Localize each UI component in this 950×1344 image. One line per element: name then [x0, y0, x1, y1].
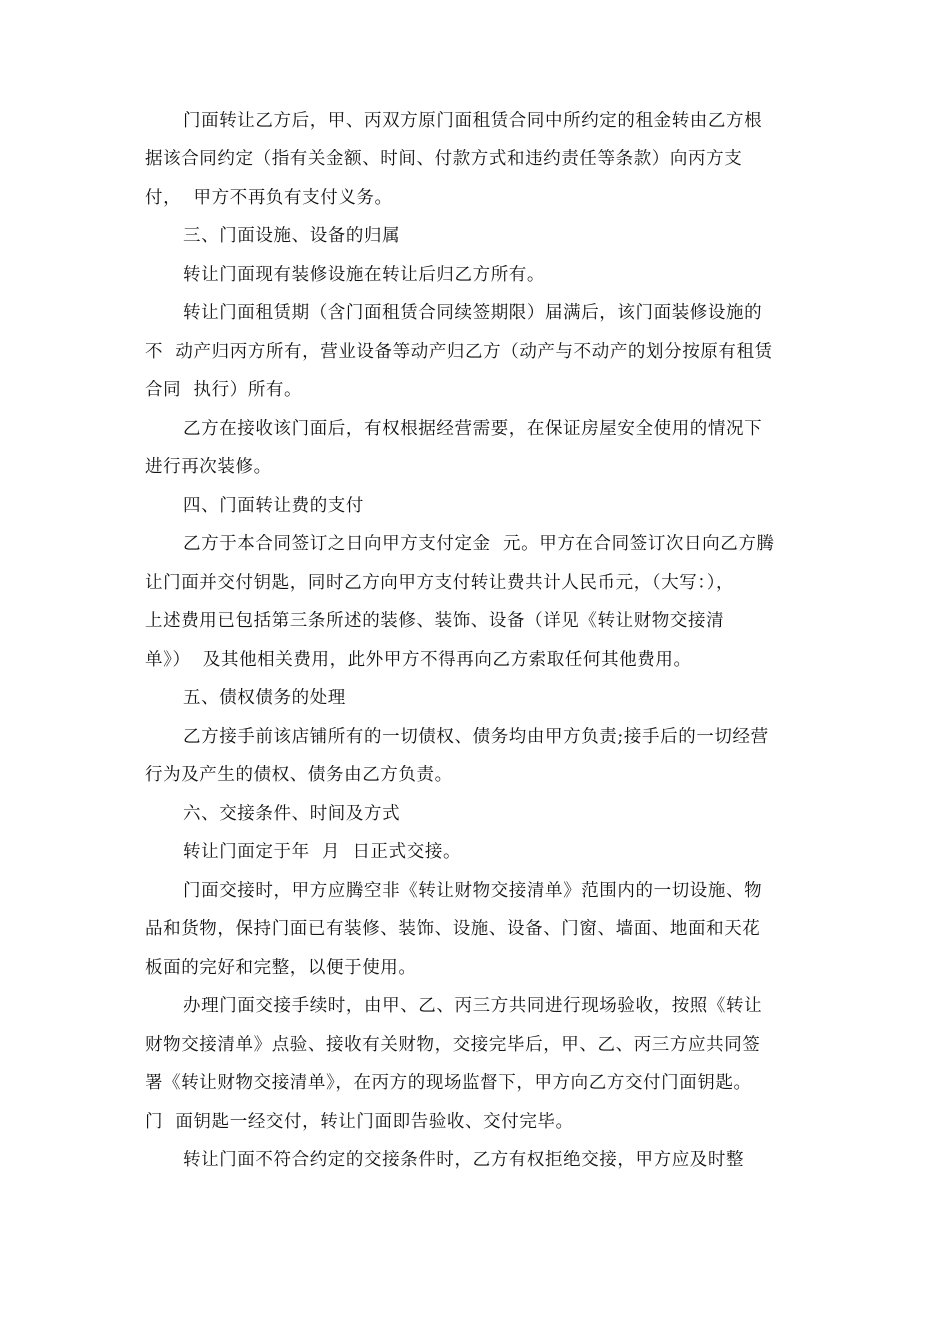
paragraph-line: 办理门面交接手续时，由甲、乙、丙三方共同进行现场验收，按照《转让 — [183, 996, 763, 1016]
paragraph-line: 让门面并交付钥匙，同时乙方向甲方支付转让费共计人民币元，（大写：）， — [145, 573, 735, 593]
paragraph-line: 署《转让财物交接清单》，在丙方的现场监督下，甲方向乙方交付门面钥匙。 — [145, 1073, 752, 1093]
paragraph-line: 品和货物，保持门面已有装修、装饰、设施、设备、门窗、墙面、地面和天花 — [145, 919, 761, 939]
paragraph-line: 财物交接清单》点验、接收有关财物，交接完毕后，甲、乙、丙三方应共同签 — [145, 1035, 761, 1055]
paragraph-line: 乙方于本合同签订之日向甲方支付定金 元。甲方在合同签订次日向乙方腾 — [183, 534, 775, 554]
paragraph-line: 上述费用已包括第三条所述的装修、装饰、设备（详见《转让财物交接清 — [145, 611, 725, 631]
section-heading: 三、门面设施、设备的归属 — [183, 226, 401, 246]
paragraph-line: 据该合同约定（指有关金额、时间、付款方式和违约责任等条款）向丙方支 — [145, 149, 743, 169]
paragraph-line: 进行再次装修。 — [145, 457, 272, 477]
paragraph-line: 门面转让乙方后，甲、丙双方原门面租赁合同中所约定的租金转由乙方根 — [183, 111, 763, 131]
paragraph-line: 不 动产归丙方所有，营业设备等动产归乙方（动产与不动产的划分按原有租赁 — [145, 342, 773, 362]
paragraph-line: 转让门面不符合约定的交接条件时，乙方有权拒绝交接，甲方应及时整 — [183, 1150, 745, 1170]
paragraph-line: 板面的完好和完整，以便于使用。 — [145, 958, 417, 978]
paragraph-line: 付， 甲方不再负有支付义务。 — [145, 188, 393, 208]
section-heading: 四、门面转让费的支付 — [183, 496, 364, 516]
paragraph-line: 单》） 及其他相关费用，此外甲方不得再向乙方索取任何其他费用。 — [145, 650, 692, 670]
section-heading: 六、交接条件、时间及方式 — [183, 804, 401, 824]
paragraph-line: 转让门面定于年 月 日正式交接。 — [183, 842, 462, 862]
paragraph-line: 合同 执行）所有。 — [145, 380, 303, 400]
paragraph-line: 门 面钥匙一经交付，转让门面即告验收、交付完毕。 — [145, 1112, 574, 1132]
paragraph-line: 转让门面现有装修设施在转让后归乙方所有。 — [183, 265, 545, 285]
paragraph-line: 乙方接手前该店铺所有的一切债权、债务均由甲方负责;接手后的一切经营 — [183, 727, 769, 747]
paragraph-line: 门面交接时，甲方应腾空非《转让财物交接清单》范围内的一切设施、物 — [183, 881, 763, 901]
section-heading: 五、债权债务的处理 — [183, 688, 346, 708]
paragraph-line: 转让门面租赁期（含门面租赁合同续签期限）届满后，该门面装修设施的 — [183, 303, 763, 323]
paragraph-line: 行为及产生的债权、债务由乙方负责。 — [145, 765, 453, 785]
paragraph-line: 乙方在接收该门面后，有权根据经营需要，在保证房屋安全使用的情况下 — [183, 419, 763, 439]
